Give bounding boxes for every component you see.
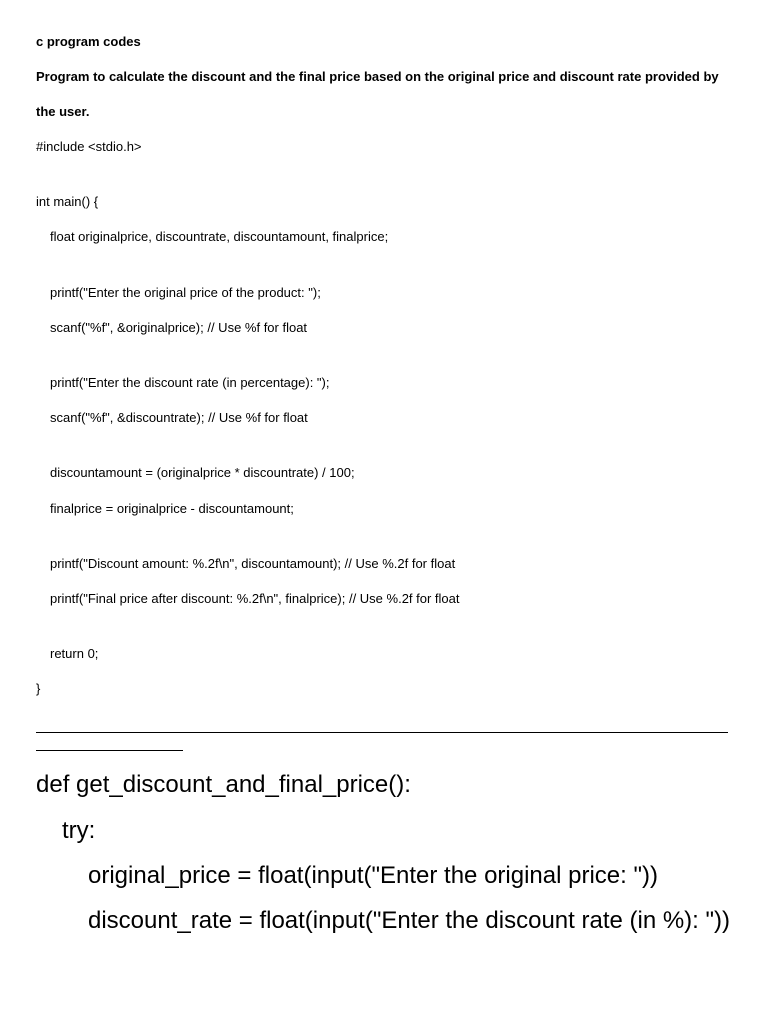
document-title: c program codes	[36, 34, 141, 49]
c-code-line: int main() {	[36, 194, 99, 209]
c-code-line: finalprice = originalprice - discountamount;	[50, 501, 294, 516]
c-code-line: scanf("%f", &discountrate); // Use %f for float	[50, 410, 308, 425]
c-code-line: printf("Final price after discount: %.2f\n", finalprice); // Use %.2f for float	[50, 591, 460, 606]
separator-rule-short	[36, 750, 183, 751]
c-code-line: scanf("%f", &originalprice); // Use %f for float	[50, 320, 308, 335]
description-line-1: Program to calculate the discount and the final price based on the original price and discount rate provided by	[36, 69, 719, 84]
c-code-line: discountamount = (originalprice * discountrate) / 100;	[50, 465, 355, 480]
c-code-line: printf("Discount amount: %.2f\n", discountamount); // Use %.2f for float	[50, 556, 456, 571]
separator-rule	[36, 732, 728, 733]
python-code-line: try:	[62, 817, 96, 844]
c-code-line: return 0;	[50, 646, 99, 661]
c-code-line: float originalprice, discountrate, discountamount, finalprice;	[50, 229, 389, 244]
python-code-line: def get_discount_and_final_price():	[36, 771, 411, 798]
c-code-line: printf("Enter the discount rate (in percentage): ");	[50, 375, 330, 390]
python-code-line: original_price = float(input("Enter the original price: "))	[88, 862, 658, 889]
c-code-line: }	[36, 681, 41, 696]
c-code-line: #include <stdio.h>	[36, 139, 142, 154]
c-code-line: printf("Enter the original price of the product: ");	[50, 285, 321, 300]
description-line-2: the user.	[36, 104, 90, 119]
python-code-line: discount_rate = float(input("Enter the discount rate (in %): "))	[88, 907, 731, 934]
